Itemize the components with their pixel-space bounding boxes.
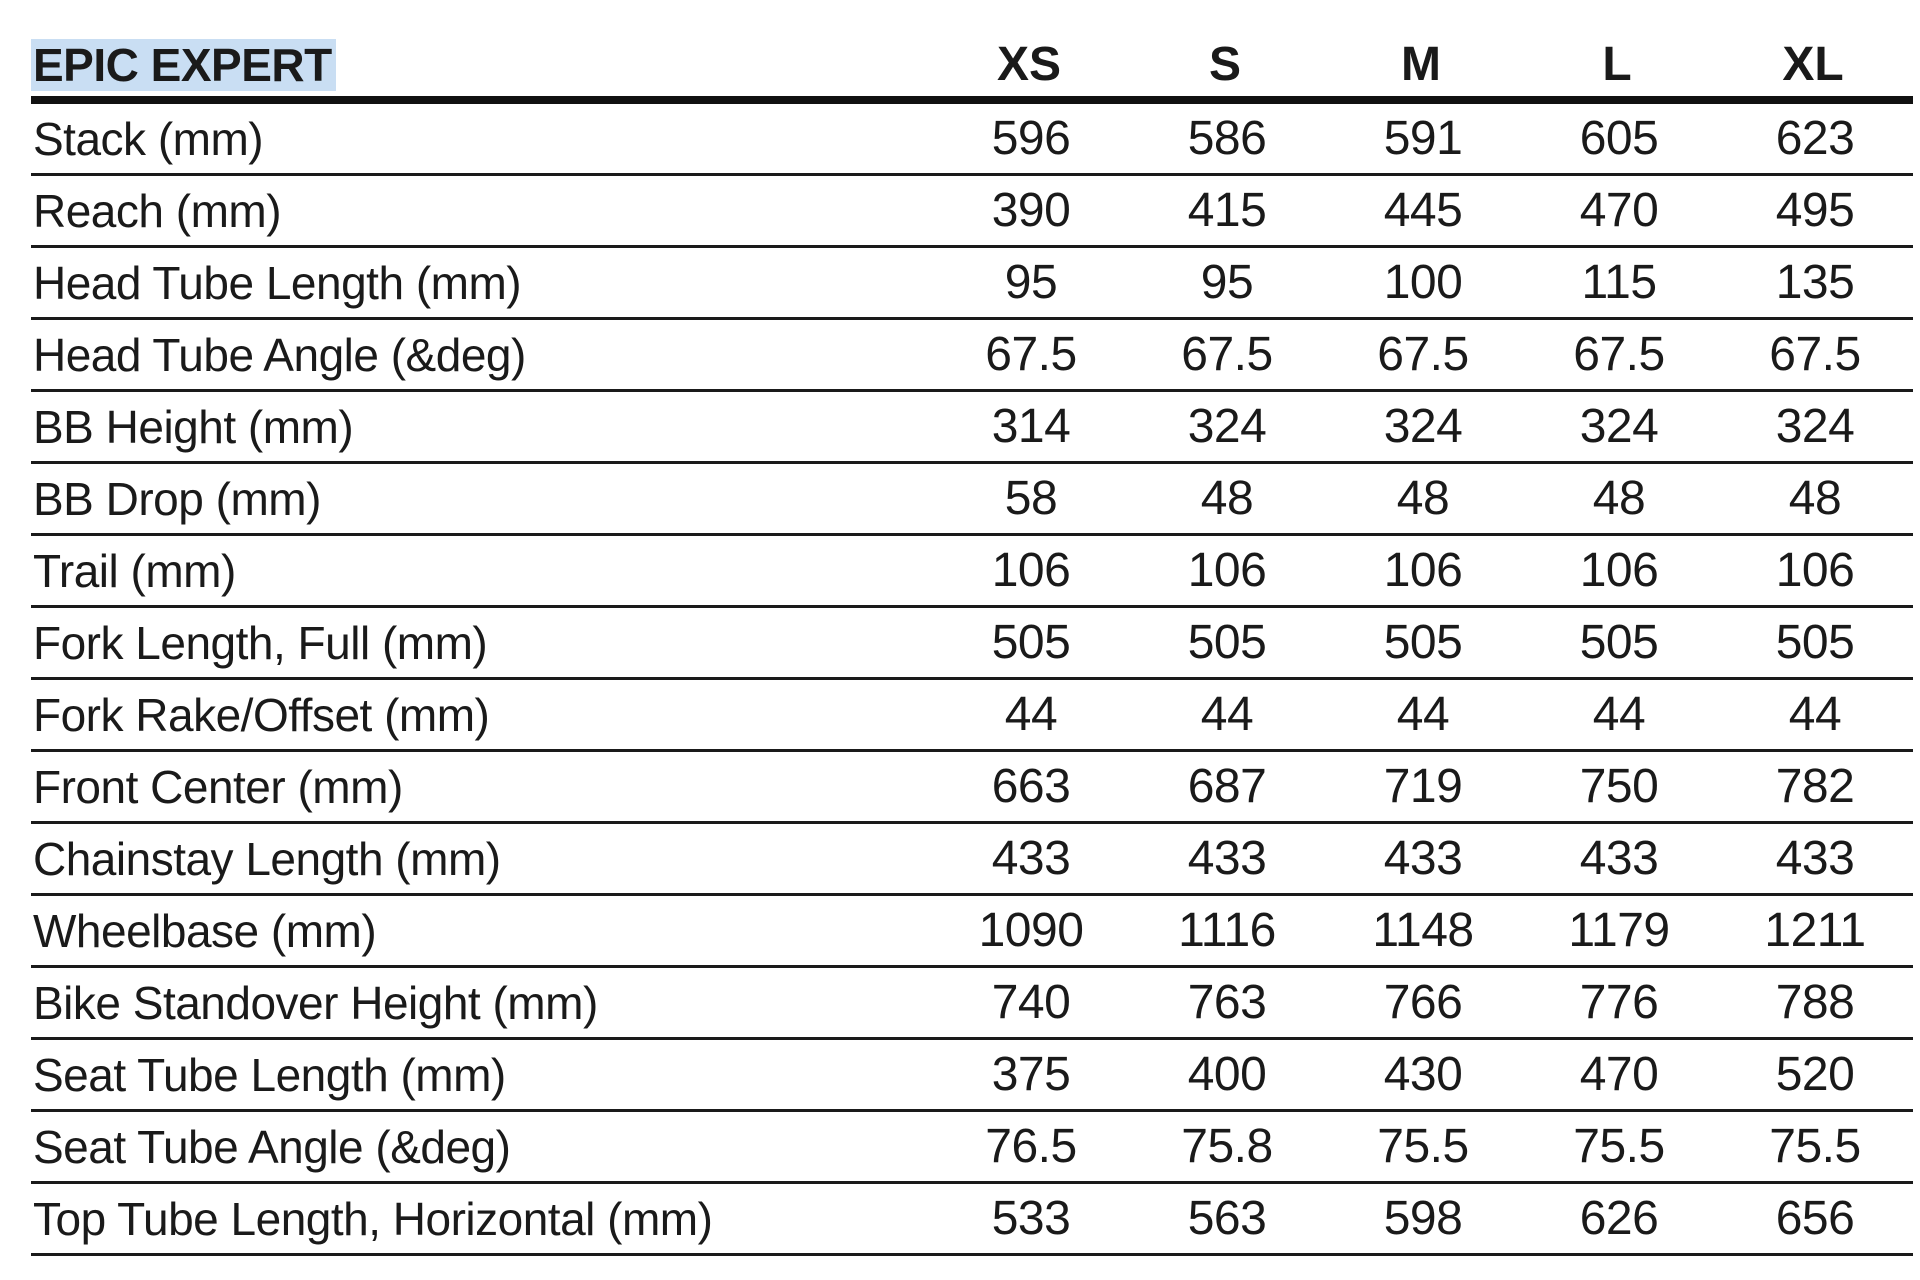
value-cell-m: 430 — [1383, 1048, 1463, 1101]
value-cell-s: 1116 — [1178, 904, 1276, 957]
value-cell-m: 324 — [1383, 400, 1463, 453]
table-row — [31, 968, 1913, 1040]
value-cell-xl: 520 — [1775, 1048, 1855, 1101]
value-cell-m: 505 — [1383, 616, 1463, 669]
value-cell-s: 505 — [1187, 616, 1267, 669]
value-cell-xs: 433 — [991, 832, 1071, 885]
row-label: Seat Tube Angle (&deg) — [33, 1120, 511, 1173]
value-cell-s: 95 — [1200, 256, 1254, 309]
row-values — [933, 1119, 1913, 1174]
value-cell-xs: 76.5 — [985, 1120, 1077, 1173]
table-row — [31, 392, 1913, 464]
size-header-cells — [931, 37, 1913, 92]
value-cell-xl: 75.5 — [1769, 1120, 1861, 1173]
row-label: Fork Length, Full (mm) — [33, 616, 488, 669]
value-cell-xs: 314 — [991, 400, 1071, 453]
row-label: Bike Standover Height (mm) — [33, 976, 598, 1029]
value-cell-xs: 505 — [991, 616, 1071, 669]
row-label: BB Height (mm) — [33, 400, 354, 453]
value-cell-xl: 48 — [1788, 472, 1842, 525]
table-row — [31, 1040, 1913, 1112]
value-cell-l: 605 — [1579, 112, 1659, 165]
value-cell-l: 626 — [1579, 1192, 1659, 1245]
value-cell-m: 67.5 — [1377, 328, 1469, 381]
value-cell-xs: 740 — [991, 976, 1071, 1029]
value-cell-xs: 596 — [991, 112, 1071, 165]
row-label: Front Center (mm) — [33, 760, 403, 813]
value-cell-l: 1179 — [1568, 904, 1670, 957]
value-cell-m: 719 — [1383, 760, 1463, 813]
value-cell-xs: 533 — [991, 1192, 1071, 1245]
value-cell-m: 598 — [1383, 1192, 1463, 1245]
value-cell-xl: 135 — [1775, 256, 1855, 309]
value-cell-l: 106 — [1579, 544, 1659, 597]
table-body — [31, 104, 1913, 1256]
table-row — [31, 824, 1913, 896]
row-label: Seat Tube Length (mm) — [33, 1048, 506, 1101]
value-cell-s: 687 — [1187, 760, 1267, 813]
table-row — [31, 248, 1913, 320]
value-cell-xs: 67.5 — [985, 328, 1077, 381]
value-cell-m: 75.5 — [1377, 1120, 1469, 1173]
value-cell-l: 505 — [1579, 616, 1659, 669]
table-row — [31, 896, 1913, 968]
table-row — [31, 680, 1913, 752]
value-cell-s: 400 — [1187, 1048, 1267, 1101]
value-cell-s: 586 — [1187, 112, 1267, 165]
table-row — [31, 176, 1913, 248]
value-cell-m: 44 — [1396, 688, 1450, 741]
value-cell-l: 67.5 — [1573, 328, 1665, 381]
row-label: Stack (mm) — [33, 112, 264, 165]
row-label: BB Drop (mm) — [33, 472, 321, 525]
value-cell-xl: 67.5 — [1769, 328, 1861, 381]
value-cell-xs: 375 — [991, 1048, 1071, 1101]
value-cell-m: 445 — [1383, 184, 1463, 237]
row-values — [933, 111, 1913, 166]
value-cell-m: 48 — [1396, 472, 1450, 525]
value-cell-xl: 782 — [1775, 760, 1855, 813]
value-cell-m: 100 — [1383, 256, 1463, 309]
table-row — [31, 104, 1913, 176]
value-cell-s: 106 — [1187, 544, 1267, 597]
table-row — [31, 752, 1913, 824]
row-values — [933, 903, 1913, 958]
value-cell-s: 75.8 — [1181, 1120, 1273, 1173]
value-cell-xl: 656 — [1775, 1192, 1855, 1245]
row-values — [933, 399, 1913, 454]
value-cell-xl: 1211 — [1764, 904, 1866, 957]
value-cell-xl: 623 — [1775, 112, 1855, 165]
row-values — [933, 831, 1913, 886]
table-row — [31, 320, 1913, 392]
size-header-xs: XS — [996, 38, 1062, 91]
row-label: Head Tube Length (mm) — [33, 256, 522, 309]
value-cell-m: 766 — [1383, 976, 1463, 1029]
row-values — [933, 255, 1913, 310]
value-cell-xs: 58 — [1004, 472, 1058, 525]
value-cell-l: 115 — [1581, 256, 1657, 309]
value-cell-s: 563 — [1187, 1192, 1267, 1245]
value-cell-l: 48 — [1592, 472, 1646, 525]
row-values — [933, 759, 1913, 814]
row-label: Trail (mm) — [33, 544, 236, 597]
value-cell-l: 75.5 — [1573, 1120, 1665, 1173]
row-values — [933, 687, 1913, 742]
row-values — [933, 471, 1913, 526]
value-cell-s: 44 — [1200, 688, 1254, 741]
value-cell-l: 750 — [1579, 760, 1659, 813]
row-label: Reach (mm) — [33, 184, 282, 237]
value-cell-xs: 44 — [1004, 688, 1058, 741]
value-cell-xs: 106 — [991, 544, 1071, 597]
value-cell-xl: 788 — [1775, 976, 1855, 1029]
value-cell-l: 44 — [1592, 688, 1646, 741]
table-header-row — [31, 36, 1913, 104]
value-cell-m: 106 — [1383, 544, 1463, 597]
value-cell-l: 470 — [1579, 184, 1659, 237]
value-cell-xl: 44 — [1788, 688, 1842, 741]
value-cell-s: 433 — [1187, 832, 1267, 885]
row-values — [933, 543, 1913, 598]
row-values — [933, 1191, 1913, 1246]
row-values — [933, 183, 1913, 238]
row-label: Head Tube Angle (&deg) — [33, 328, 526, 381]
size-header-l: L — [1602, 38, 1632, 91]
value-cell-m: 1148 — [1372, 904, 1474, 957]
value-cell-m: 591 — [1383, 112, 1463, 165]
row-values — [933, 1047, 1913, 1102]
value-cell-xs: 663 — [991, 760, 1071, 813]
table-row — [31, 1184, 1913, 1256]
value-cell-xs: 1090 — [978, 904, 1084, 957]
row-label: Chainstay Length (mm) — [33, 832, 501, 885]
value-cell-s: 763 — [1187, 976, 1267, 1029]
value-cell-l: 324 — [1579, 400, 1659, 453]
value-cell-xl: 324 — [1775, 400, 1855, 453]
value-cell-m: 433 — [1383, 832, 1463, 885]
table-row — [31, 464, 1913, 536]
table-row — [31, 608, 1913, 680]
value-cell-xs: 95 — [1004, 256, 1058, 309]
row-label: Top Tube Length, Horizontal (mm) — [33, 1192, 713, 1245]
value-cell-s: 415 — [1187, 184, 1267, 237]
value-cell-s: 324 — [1187, 400, 1267, 453]
row-label: Wheelbase (mm) — [33, 904, 377, 957]
size-header-m: M — [1401, 38, 1441, 91]
geometry-table — [31, 36, 1913, 1256]
value-cell-xs: 390 — [991, 184, 1071, 237]
table-row — [31, 536, 1913, 608]
table-title-text: EPIC EXPERT — [31, 39, 336, 91]
size-header-xl: XL — [1782, 38, 1844, 91]
value-cell-l: 776 — [1579, 976, 1659, 1029]
value-cell-l: 433 — [1579, 832, 1659, 885]
table-row — [31, 1112, 1913, 1184]
row-values — [933, 615, 1913, 670]
value-cell-s: 67.5 — [1181, 328, 1273, 381]
value-cell-xl: 433 — [1775, 832, 1855, 885]
value-cell-l: 470 — [1579, 1048, 1659, 1101]
value-cell-xl: 495 — [1775, 184, 1855, 237]
row-values — [933, 327, 1913, 382]
table-title[interactable] — [31, 38, 931, 92]
size-header-s: S — [1208, 38, 1241, 91]
row-label: Fork Rake/Offset (mm) — [33, 688, 490, 741]
value-cell-xl: 505 — [1775, 616, 1855, 669]
value-cell-s: 48 — [1200, 472, 1254, 525]
value-cell-xl: 106 — [1775, 544, 1855, 597]
row-values — [933, 975, 1913, 1030]
